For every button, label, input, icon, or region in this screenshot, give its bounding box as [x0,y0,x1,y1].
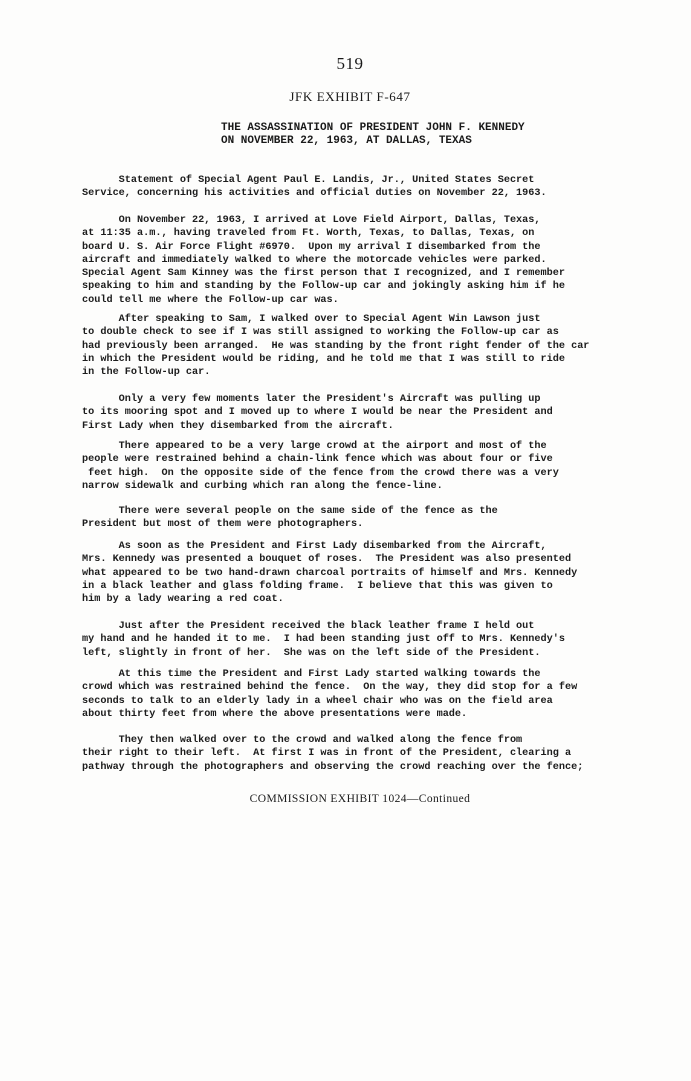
paragraph: There appeared to be a very large crowd at the airport and most of the people were restrained behind a chain-link fence which was about four or five feet high. On the opposite side of the fence from the crowd there was a very narrow sidewalk and curbing which ran along the fence-line. [82,441,559,492]
paragraph: Just after the President received the black leather frame I held out my hand and he handed it to me. I had been standing just off to Mrs. Kennedy's left, slightly in front of her. She was on the left side of the President. [82,621,565,659]
exhibit-label: JFK EXHIBIT F-647 [289,89,411,104]
para-fence-walk [82,734,622,774]
para-arrival [82,214,622,307]
paragraph: They then walked over to the crowd and walked along the fence from their right to their left. At first I was in front of the President, clearing a pathway through the photographers and observing the crowd reaching over the fence; [82,735,584,773]
para-aircraft-arrival [82,393,622,433]
paragraph: At this time the President and First Lady started walking towards the crowd which was restrained behind the fence. On the way, they did stop for a few seconds to talk to an elderly lady in a wheel chair who was on the field area about thirty feet from where the above presentations were made. [82,669,578,720]
para-presentation [82,540,622,606]
para-statement-intro [82,174,622,201]
paragraph: Statement of Special Agent Paul E. Landis, Jr., United States Secret Service, concerning his activities and official duties on November 22, 1963. [82,175,547,200]
commission-exhibit-footer: COMMISSION EXHIBIT 1024—Continued [249,793,471,805]
document-title: THE ASSASSINATION OF PRESIDENT JOHN F. KENNEDY ON NOVEMBER 22, 1963, AT DALLAS, TEXAS [221,122,525,147]
para-lawson [82,313,622,379]
paragraph: On November 22, 1963, I arrived at Love Field Airport, Dallas, Texas, at 11:35 a.m., having traveled from Ft. Worth, Texas, to Dallas, Texas, on board U. S. Air Force Flight #6970. Upon my arrival I disembarked from the aircraft and immediately walked to where the motorcade vehicles were parked. Special Agent Sam Kinney was the first person that I recognized, and I remember speaking to him and standing by the Follow-up car and jokingly asking him if he could tell me where the Follow-up car was. [82,215,565,306]
paragraph: Only a very few moments later the President's Aircraft was pulling up to its mooring spot and I moved up to where I would be near the President and First Lady when they disembarked from the aircraft. [82,394,553,432]
para-walking [82,668,622,721]
paragraph: After speaking to Sam, I walked over to Special Agent Win Lawson just to double check to see if I was still assigned to working the Follow-up car as had previously been arranged. He was standing by the front right fender of the car in which the President would be riding, and he told me that I was still to ride in the Follow-up car. [82,314,590,379]
page-number: 519 [336,54,364,73]
paragraph: As soon as the President and First Lady disembarked from the Aircraft, Mrs. Kennedy was presented a bouquet of roses. The President was also presented what appeared to be two hand-drawn charcoal portraits of himself and Mrs. Kennedy in a black leather and glass folding frame. I believe that this was given to him by a lady wearing a red coat. [82,541,578,606]
paragraph: There were several people on the same side of the fence as the President but most of them were photographers. [82,506,498,531]
para-photographers [82,505,622,532]
para-crowd [82,440,622,493]
para-frame [82,620,622,660]
